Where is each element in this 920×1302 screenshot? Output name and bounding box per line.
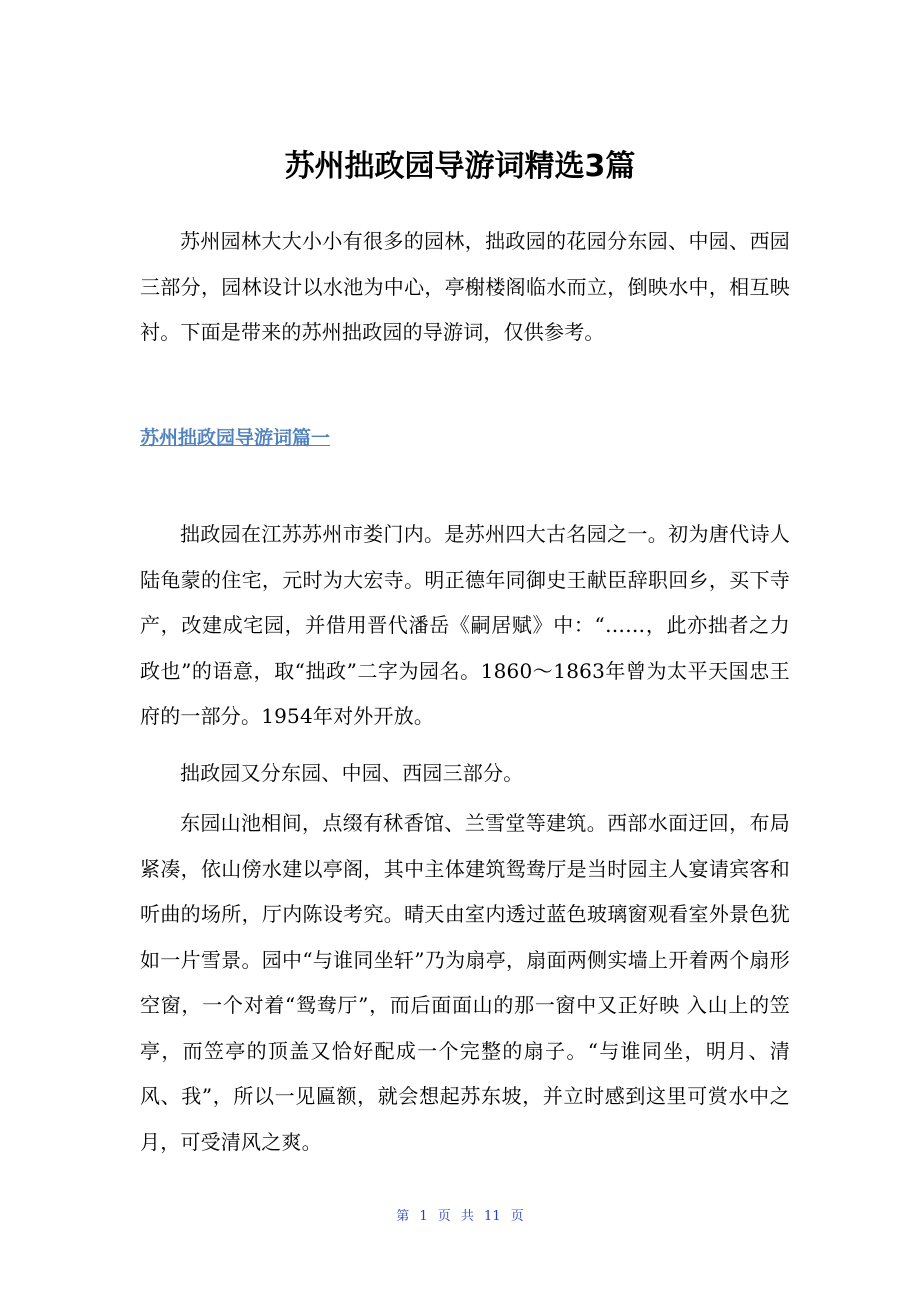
- intro-paragraph: 苏州园林大大小小有很多的园林，拙政园的花园分东园、中园、西园三部分，园林设计以水池为中心，亭榭楼阁临水而立，倒映水中，相互映衬。下面是带来的苏州拙政园的导游词，仅供参考。: [140, 229, 790, 344]
- document-title: 苏州拙政园导游词精选3篇: [284, 149, 636, 184]
- page-number-footer: 第 1 页 共 11 页: [396, 1209, 524, 1224]
- body-paragraph-2: 拙政园又分东园、中园、西园三部分。: [180, 761, 524, 785]
- body-paragraph-1: 拙政园在江苏苏州市娄门内。是苏州四大古名园之一。初为唐代诗人陆龟蒙的住宅，元时为大宏寺。明正德年同御史王献臣辞职回乡，买下寺产，改建成宅园，并借用晋代潘岳《嗣居赋》中：“……，此亦拙者之力政也”的语意，取“拙政”二字为园名。1860～1863年曾为太平天国忠王府的一部分。1954年对外开放。: [140, 522, 790, 728]
- body-paragraph-3: 东园山池相间，点缀有秫香馆、兰雪堂等建筑。西部水面迂回，布局紧凑，依山傍水建以亭阁，其中主体建筑鸳鸯厅是当时园主人宴请宾客和听曲的场所，厅内陈设考究。晴天由室内透过蓝色玻璃窗观看室外景色犹如一片雪景。园中“与谁同坐轩”乃为扇亭，扇面两侧实墙上开着两个扇形空窗，一个对着“鸳鸯厅”，而后面面山的那一窗中又正好映 入山上的笠亭，而笠亭的顶盖又恰好配成一个完整的扇子。“与谁同坐，明月、清风、我”，所以一见匾额，就会想起苏东坡，并立时感到这里可赏水中之月，可受清风之爽。: [140, 811, 790, 1154]
- section-heading-link[interactable]: 苏州拙政园导游词篇一: [140, 427, 331, 449]
